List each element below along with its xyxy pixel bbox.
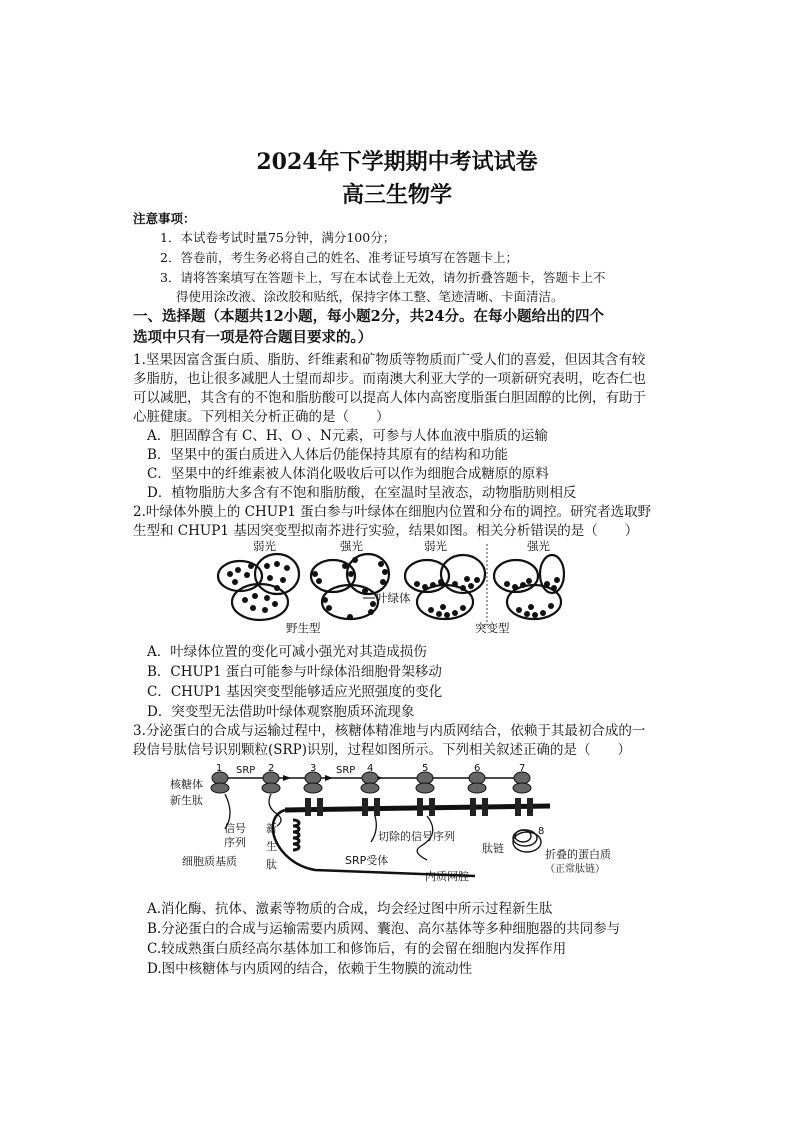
option-b: B．CHUP1 蛋白可能参与叶绿体沿细胞骨架移动 bbox=[147, 664, 442, 680]
label-cut-signal: 切除的信号序列 bbox=[378, 830, 455, 843]
label-strong-light: 强光 bbox=[527, 539, 550, 553]
step-number: 1 bbox=[216, 763, 223, 774]
label-weak-light: 弱光 bbox=[253, 539, 276, 553]
option-a: A．胆固醇含有 C、H、O 、N元素，可参与人体血液中脂质的运输 bbox=[147, 428, 548, 444]
label-strong-light: 强光 bbox=[340, 539, 363, 553]
label-weak-light: 弱光 bbox=[424, 539, 447, 553]
step-number: 6 bbox=[474, 763, 481, 774]
question-text: 可以减肥，其含有的不饱和脂肪酸可以提高人体内高密度脂蛋白胆固醇的比例，有助于 bbox=[133, 390, 646, 406]
step-number: 5 bbox=[422, 763, 429, 774]
step-number: 2 bbox=[268, 763, 275, 774]
option-c: C.较成熟蛋白质经高尔基体加工和修饰后，有的会留在细胞内发挥作用 bbox=[147, 941, 567, 957]
option-c: C．坚果中的纤维素被人体消化吸收后可以作为细胞合成糖原的原料 bbox=[147, 466, 549, 482]
option-d: D．植物脂肪大多含有不饱和脂肪酸，在室温时呈液态，动物脂肪则相反 bbox=[147, 485, 577, 501]
label-nascent: 新生肽 bbox=[170, 794, 203, 807]
label-er-lumen: 内质网腔 bbox=[425, 870, 469, 883]
question-text: 心脏健康。下列相关分析正确的是（ ） bbox=[133, 409, 390, 425]
question-text: 3.分泌蛋白的合成与运输过程中，核糖体精准地与内质网结合，依赖于其最初合成的一 bbox=[133, 723, 646, 739]
section-heading: 选项中只有一项是符合题目要求的。） bbox=[133, 329, 373, 346]
note-item: 得使用涂改液、涂改胶和贴纸，保持字体工整、笔迹清晰、卡面清洁。 bbox=[176, 289, 564, 304]
note-item: 2．答卷前，考生务必将自己的姓名、准考证号填写在答题卡上； bbox=[160, 250, 518, 265]
question-text: 2.叶绿体外膜上的 CHUP1 蛋白参与叶绿体在细胞内位置和分布的调控。研究者选取野 bbox=[133, 504, 652, 520]
question-text: 段信号肽信号识别颗粒(SRP)识别，过程如图所示。下列相关叙述正确的是（ ） bbox=[133, 742, 632, 758]
page-subtitle: 高三生物学 bbox=[341, 182, 452, 208]
option-a: A.消化酶、抗体、激素等物质的合成，均会经过图中所示过程新生肽 bbox=[147, 901, 553, 917]
question-text: 生型和 CHUP1 基因突变型拟南芥进行实验，结果如图。相关分析错误的是（ ） bbox=[133, 523, 639, 539]
label-folded-protein: 折叠的蛋白质 bbox=[545, 848, 611, 861]
option-c: C．CHUP1 基因突变型能够适应光照强度的变化 bbox=[147, 684, 443, 700]
option-b: B．坚果中的蛋白质进入人体后仍能保持其原有的结构和功能 bbox=[147, 447, 508, 463]
label-peptide-chain: 肽链 bbox=[482, 842, 504, 855]
label-new-peptide: 肽 bbox=[266, 858, 277, 871]
page-title: 2024年下学期期中考试试卷 bbox=[256, 149, 538, 175]
notes-heading: 注意事项： bbox=[133, 211, 196, 226]
note-item: 3．请将答案填写在答题卡上，写在本试卷上无效，请勿折叠答题卡，答题卡上不 bbox=[160, 270, 606, 285]
option-d: D.图中核糖体与内质网的结合，依赖于生物膜的流动性 bbox=[147, 961, 473, 977]
label-srp: SRP bbox=[236, 765, 256, 776]
label-cytosol: 细胞质基质 bbox=[182, 855, 237, 868]
label-mutant: 突变型 bbox=[475, 621, 510, 635]
section-heading: 一、选择题（本题共12小题，每小题2分，共24分。在每小题给出的四个 bbox=[133, 308, 604, 325]
label-ribosome: 核糖体 bbox=[170, 778, 203, 791]
label-chloroplast: 叶绿体 bbox=[376, 591, 411, 605]
label-signal: 序列 bbox=[224, 836, 246, 849]
label-folded-protein: （正常肽链） bbox=[545, 864, 605, 875]
label-srp: SRP bbox=[336, 765, 356, 776]
option-d: D．突变型无法借助叶绿体观察胞质环流现象 bbox=[147, 704, 415, 720]
step-number: 4 bbox=[367, 763, 374, 774]
question-text: 多脂肪，也让很多减肥人士望而却步。而南澳大利亚大学的一项新研究表明，吃杏仁也 bbox=[133, 371, 646, 387]
question-text: 1.坚果因富含蛋白质、脂肪、纤维素和矿物质等物质而广受人们的喜爱，但因其含有较 bbox=[133, 352, 646, 368]
note-item: 1．本试卷考试时量75分钟，满分100分； bbox=[160, 230, 396, 245]
step-number: 7 bbox=[519, 763, 526, 774]
label-new-peptide: 生 bbox=[266, 840, 277, 853]
label-new-peptide: 新 bbox=[266, 822, 277, 835]
step-number: 3 bbox=[310, 763, 317, 774]
step-number: 8 bbox=[538, 826, 545, 837]
label-signal: 信号 bbox=[224, 822, 246, 835]
option-a: A．叶绿体位置的变化可减小强光对其造成损伤 bbox=[147, 644, 427, 660]
option-b: B.分泌蛋白的合成与运输需要内质网、囊泡、高尔基体等多种细胞器的共同参与 bbox=[147, 921, 621, 937]
label-wild-type: 野生型 bbox=[286, 621, 321, 635]
label-srp-receptor: SRP受体 bbox=[345, 854, 389, 867]
